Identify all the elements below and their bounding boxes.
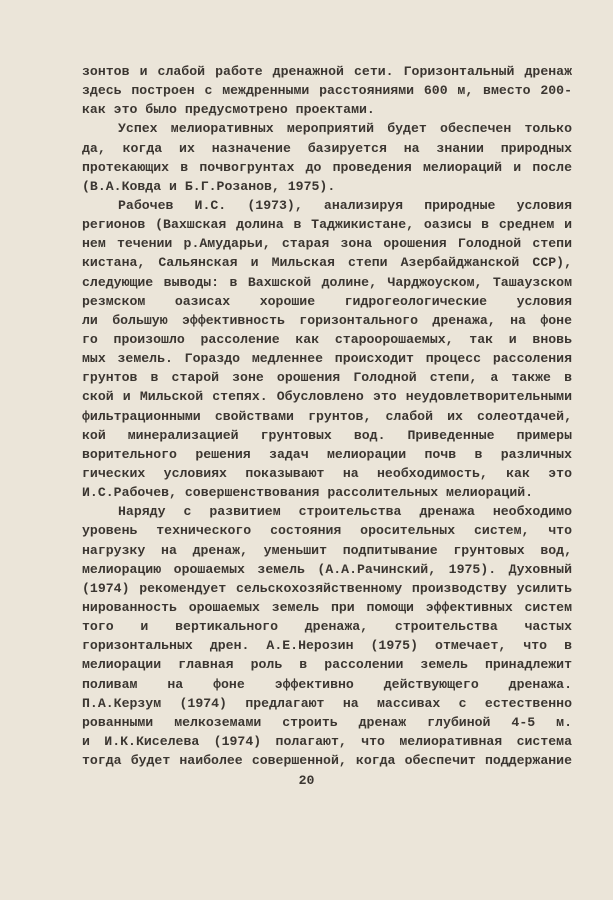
- text-line: здесь построен с междренными расстояниями 600 м, вместо 200-: [82, 83, 572, 99]
- text-line: кистана, Сальянская и Мильская степи Азербайджанской ССР),: [82, 255, 572, 271]
- text-line: регионов (Вахшская долина в Таджикистане, оазисы в среднем и: [82, 217, 572, 233]
- text-line: мых земель. Гораздо медленнее происходит процесс рассоления: [82, 351, 572, 367]
- text-line: П.А.Керзум (1974) предлагают на массивах с естественно: [82, 695, 572, 711]
- text-line: кой минерализацией грунтовых вод. Приведенные примеры: [82, 427, 572, 443]
- text-line: протекающих в почвогрунтах до проведения мелиораций и после: [82, 159, 572, 175]
- text-line: резмском оазисах хорошие гидрогеологические условия: [82, 293, 572, 309]
- text-line: ской и Мильской степях. Обусловлено это неудовлетворительными: [82, 389, 572, 405]
- text-line: горизонтальных дрен. А.Е.Нерозин (1975) отмечает, что в: [82, 638, 572, 654]
- text-line: поливам на фоне эффективно действующего дренажа.: [82, 676, 572, 692]
- text-line: (В.А.Ковда и Б.Г.Розанов, 1975).: [82, 178, 336, 194]
- text-line: гических условиях показывают на необходимость, как это: [82, 465, 572, 481]
- text-line: того и вертикального дренажа, строительства частых: [82, 619, 572, 635]
- text-line: да, когда их назначение базируется на знании природных: [82, 140, 572, 156]
- text-line: ли большую эффективность горизонтального дренажа, на фоне: [82, 312, 572, 328]
- text-line: И.С.Рабочев, совершенствования рассолительных мелиораций.: [82, 485, 534, 501]
- text-line: следующие выводы: в Вахшской долине, Чарджоуском, Ташаузском: [82, 274, 572, 290]
- text-line: мелиорации главная роль в рассолении земель принадлежит: [82, 657, 572, 673]
- text-line: грунтов в старой зоне орошения Голодной степи, а также в: [82, 370, 572, 386]
- text-line: и И.К.Киселева (1974) полагают, что мелиоративная система: [82, 733, 572, 749]
- text-line: Наряду с развитием строительства дренажа необходимо: [118, 504, 572, 520]
- text-line: Успех мелиоративных мероприятий будет обеспечен только: [118, 121, 572, 137]
- text-line: уровень технического состояния оросительных систем, что: [82, 523, 572, 539]
- text-line: нем течении р.Амударьи, старая зона орошения Голодной степи: [82, 236, 572, 252]
- text-line: мелиорацию орошаемых земель (А.А.Рачинский, 1975). Духовный: [82, 561, 572, 577]
- text-line: Рабочев И.С. (1973), анализируя природные условия: [118, 197, 572, 213]
- text-line: зонтов и слабой работе дренажной сети. Горизонтальный дренаж: [82, 64, 572, 79]
- text-line: нагрузку на дренаж, уменьшит подпитывание грунтовых вод,: [82, 542, 572, 558]
- text-line: фильтрационными свойствами грунтов, слабой их солеотдачей,: [82, 408, 572, 424]
- text-line: тогда будет наиболее совершенной, когда обеспечит поддержание: [82, 753, 572, 769]
- page-number: 20: [298, 773, 315, 788]
- text-line: ворительного решения задач мелиорации почв в различных: [82, 446, 572, 462]
- text-line: как это было предусмотрено проектами.: [82, 102, 375, 118]
- text-line: нированность орошаемых земель при помощи эффективных систем: [82, 599, 572, 615]
- text-line: го произошло рассоление как староорошаемых, так и вновь: [82, 331, 572, 347]
- document-body: [82, 62, 572, 770]
- text-line: рованными мелкоземами строить дренаж глубиной 4-5 м.: [82, 714, 572, 730]
- text-line: (1974) рекомендует сельскохозяйственному производству усилить: [82, 580, 572, 596]
